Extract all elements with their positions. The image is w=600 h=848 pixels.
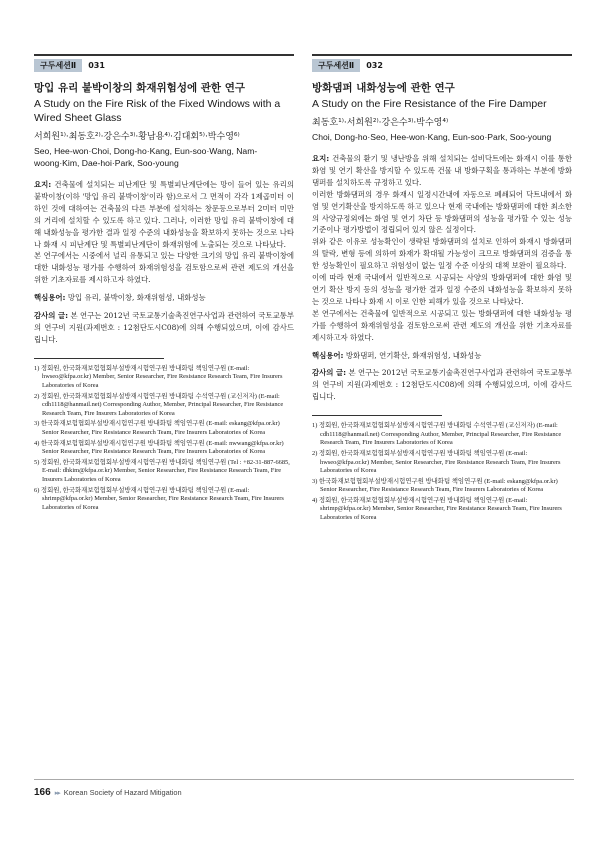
abstract-text: 본 연구에서는 건축물에 일반적으로 시공되고 있는 방화댐퍼에 대한 내화성능 평가를 수행하여 화재위험성을 검토함으로써 관련 제도의 개선을 위한 기초자료를 제시하고자 하였다.	[312, 308, 572, 342]
section-header	[34, 54, 294, 72]
abstract	[34, 179, 294, 286]
authors-english: Seo, Hee-won·Choi, Dong-ho·Kang, Eun-soo·Wang, Nam-woong·Kim, Dae-hoi·Park, Soo-young	[34, 146, 258, 168]
keywords-text: 망입 유리, 붙박이창, 화재위험성, 내화성능	[65, 293, 206, 303]
arrow-icon: ▸▸	[54, 788, 60, 797]
authors-english: Choi, Dong-ho·Seo, Hee-won·Kang, Eun-soo·Park, Soo-young	[312, 132, 552, 142]
page-footer	[34, 787, 574, 798]
abstract-text: 위와 같은 이유로 성능확인이 생략된 방화댐퍼의 설치로 인하여 화재시 방화댐퍼의 탈락, 변형 등에 의하여 화재가 확대될 가능성이 크므로 방화댐퍼의 검증을 통한 성능확인이 필요하고 위험성이 없는 일정 수준 이상의 대책 보완이 필요하다.	[312, 237, 572, 271]
section-tag: 구두세션Ⅱ	[312, 59, 360, 72]
section-header	[312, 54, 572, 72]
abstract-number: 031	[88, 60, 105, 70]
acknowledgement	[312, 367, 572, 403]
abstract-number: 032	[366, 60, 383, 70]
abstract-text: 본 연구에서는 시중에서 널리 유통되고 있는 다양한 크기의 망입 유리 붙박이창에 대한 내화성능 평가를 수행하여 화재위험성을 검토함으로써 관련 제도의 개선을 위한 기초자료를 제시하고자 하였다.	[34, 251, 294, 285]
abstract-label: 요지:	[34, 180, 52, 189]
keywords	[34, 292, 294, 304]
authors-korean: 서희원¹⁾·최동호²⁾·강은수³⁾·황남용⁴⁾·김대회⁵⁾·박수영⁶⁾	[34, 132, 240, 142]
ack-label: 감사의 글:	[312, 368, 347, 378]
ack-label: 감사의 글:	[34, 311, 69, 321]
title-english: A Study on the Fire Risk of the Fixed Windows with a Wired Sheet Glass	[34, 98, 281, 124]
abstract-text: 건축물에 설치되는 피난계단 및 특별피난계단에는 망이 들어 있는 유리의 붙박이창(이하 '망입 유리 붙박이창'이라 함)으로서 그 면적이 각각 1제곱미터 이하인 것에 대하여는 건축물의 다른 부분에 설치하는 창문등으로부터 2미터 미만의 거리에 설치할 수 있도록 하고 있다. 그러나, 이러한 망입 유리 붙박이창에 대해 내화성능을 평가한 결과 일정 수준의 내화성능을 확보하지 못하는 것으로 나타나 화재 시 피난계단 및 특별피난계단이 화재위험에 노출되는 것으로 나타났다.	[34, 180, 294, 249]
page-number: 166	[34, 787, 51, 798]
footnote-divider	[312, 415, 442, 416]
footnotes	[34, 365, 294, 513]
society-name: Korean Society of Hazard Mitigation	[63, 788, 182, 797]
abstract-text: 이러한 방화댐퍼의 경우 화재시 일정시간내에 자동으로 폐쇄되어 닥트내에서 화염 및 연기확산을 방지하도록 하고 있으나 현재 국내에는 방화댐퍼에 대한 최소한의 사양규정외에는 화염 및 연기 차단 등 방화댐퍼의 성능을 평가할 수 있는 성능기준이나 평가방법이 정립되어 있지 않은 실정이다.	[312, 189, 572, 235]
keywords-label: 핵심용어:	[34, 293, 66, 303]
section-tag: 구두세션Ⅱ	[34, 59, 82, 72]
footer-divider	[34, 779, 574, 780]
ack-text: 본 연구는 2012년 국토교통기술촉진연구사업과 관련하여 국토교통부의 연구비 지원(과제번호 : 12첨단도시C08)에 의해 수행되었으며, 이에 감사드립니다.	[312, 368, 572, 402]
keywords-label: 핵심용어:	[312, 350, 344, 360]
footnote: 5) 정회원, 한국화재보험협회부설방재시험연구원 방내화팀 책임연구원 (Tel : +82-31-887-6685, E-mail: dhkim@kfpa.or.kr) Member, Senior Researcher, Fire Resistance Research Team, Fire Insurers Laboratories of Korea	[34, 458, 290, 483]
footnote: 1) 정회원, 한국화재보험협회부설방재시험연구원 방내화팀 책임연구원 (E-mail: hwseo@kfpa.or.kr) Member, Senior Researcher, Fire Resistance Research Team, Fire Insurers Laboratories of Korea	[34, 364, 283, 389]
right-article	[312, 54, 572, 525]
keywords-text: 방화댐퍼, 연기확산, 화재위험성, 내화성능	[343, 350, 482, 360]
footnote: 3) 한국화재보험협회부설방재시험연구원 방내화팀 책임연구원 (E-mail: eskang@kfpa.or.kr) Senior Researcher, Fire Resistance Research Team, Fire Insurers Laboratories of Korea	[34, 420, 280, 436]
footnotes	[312, 422, 572, 523]
footnote: 1) 정회원, 한국화재보험협회부설방재시험연구원 방내화팀 수석연구원 (교신저자) (E-mail: cdh1118@hanmail.net) Corresponding Author, Member, Principal Researcher, Fire Resistance Research Team, Fire Insurers Laboratories of Korea	[312, 422, 562, 447]
abstract	[312, 153, 572, 344]
title-english: A Study on the Fire Resistance of the Fire Damper	[312, 98, 547, 110]
keywords	[312, 350, 572, 362]
footnote: 2) 정회원, 한국화재보험협회부설방재시험연구원 방내화팀 수석연구원 (교신저자) (E-mail: cdh1118@hanmail.net) Corresponding Author, Member, Principal Researcher, Fire Resistance Research Team, Fire Insurers Laboratories of Korea	[34, 392, 284, 417]
title-korean: 방화댐퍼 내화성능에 관한 연구	[312, 82, 455, 94]
footnote-divider	[34, 358, 164, 359]
authors-korean: 최동호¹⁾·서희원²⁾·강은수³⁾·박수영⁴⁾	[312, 118, 449, 128]
footnote: 4) 한국화재보험협회부설방재시험연구원 방내화팀 책임연구원 (E-mail: nwwang@kfpa.or.kr) Senior Researcher, Fire Resistance Research Team, Fire Insurers Laboratories of Korea	[34, 439, 284, 456]
footnote: 2) 정회원, 한국화재보험협회부설방재시험연구원 방내화팀 책임연구원 (E-mail: hwseo@kfpa.or.kr) Member, Senior Researcher, Fire Resistance Research Team, Fire Insurers Laboratories of Korea	[312, 449, 561, 475]
footnote: 3) 한국화재보험협회부설방재시험연구원 방내화팀 책임연구원 (E-mail: eskang@kfpa.or.kr) Senior Researcher, Fire Resistance Research Team, Fire Insurers Laboratories of Korea	[312, 477, 558, 494]
abstract-label: 요지:	[312, 154, 330, 163]
abstract-text: 건축물의 환기 및 냉난방을 위해 설치되는 설비닥트에는 화재시 이를 통한 화염 및 연기 확산을 방지할 수 있도록 건물 내 방화구획을 통과하는 부분에 방화댐퍼를 설치하도록 규정하고 있다.	[312, 154, 572, 187]
footnote: 6) 정회원, 한국화재보험협회부설방재시험연구원 방내화팀 책임연구원 (E-mail: shrimp@kfpa.or.kr) Member, Senior Researcher, Fire Resistance Research Team, Fire Insurers Laboratories of Korea	[34, 486, 284, 511]
abstract-text: 이에 따라 현재 국내에서 일반적으로 시공되는 사양의 방화댐퍼에 대한 화염 및 연기 확산 방지 등의 성능을 평가한 결과 일정 수준의 내화성능을 확보하지 못하는 것으로 나타나 화재 시 이로 인한 피해가 있을 것으로 나타났다.	[312, 273, 572, 306]
title-korean: 망입 유리 붙박이창의 화재위험성에 관한 연구	[34, 82, 245, 94]
footnote: 4) 정회원, 한국화재보험협회부설방재시험연구원 방내화팀 책임연구원 (E-mail: shrimp@kfpa.or.kr) Member, Senior Researcher, Fire Resistance Research Team, Fire Insurers Laboratories of Korea	[312, 496, 562, 522]
ack-text: 본 연구는 2012년 국토교통기술촉진연구사업과 관련하여 국토교통부의 연구비 지원(과제번호 : 12첨단도시C08)에 의해 수행되었으며, 이에 감사드립니다.	[34, 311, 294, 344]
left-article	[34, 54, 294, 514]
acknowledgement	[34, 310, 294, 346]
